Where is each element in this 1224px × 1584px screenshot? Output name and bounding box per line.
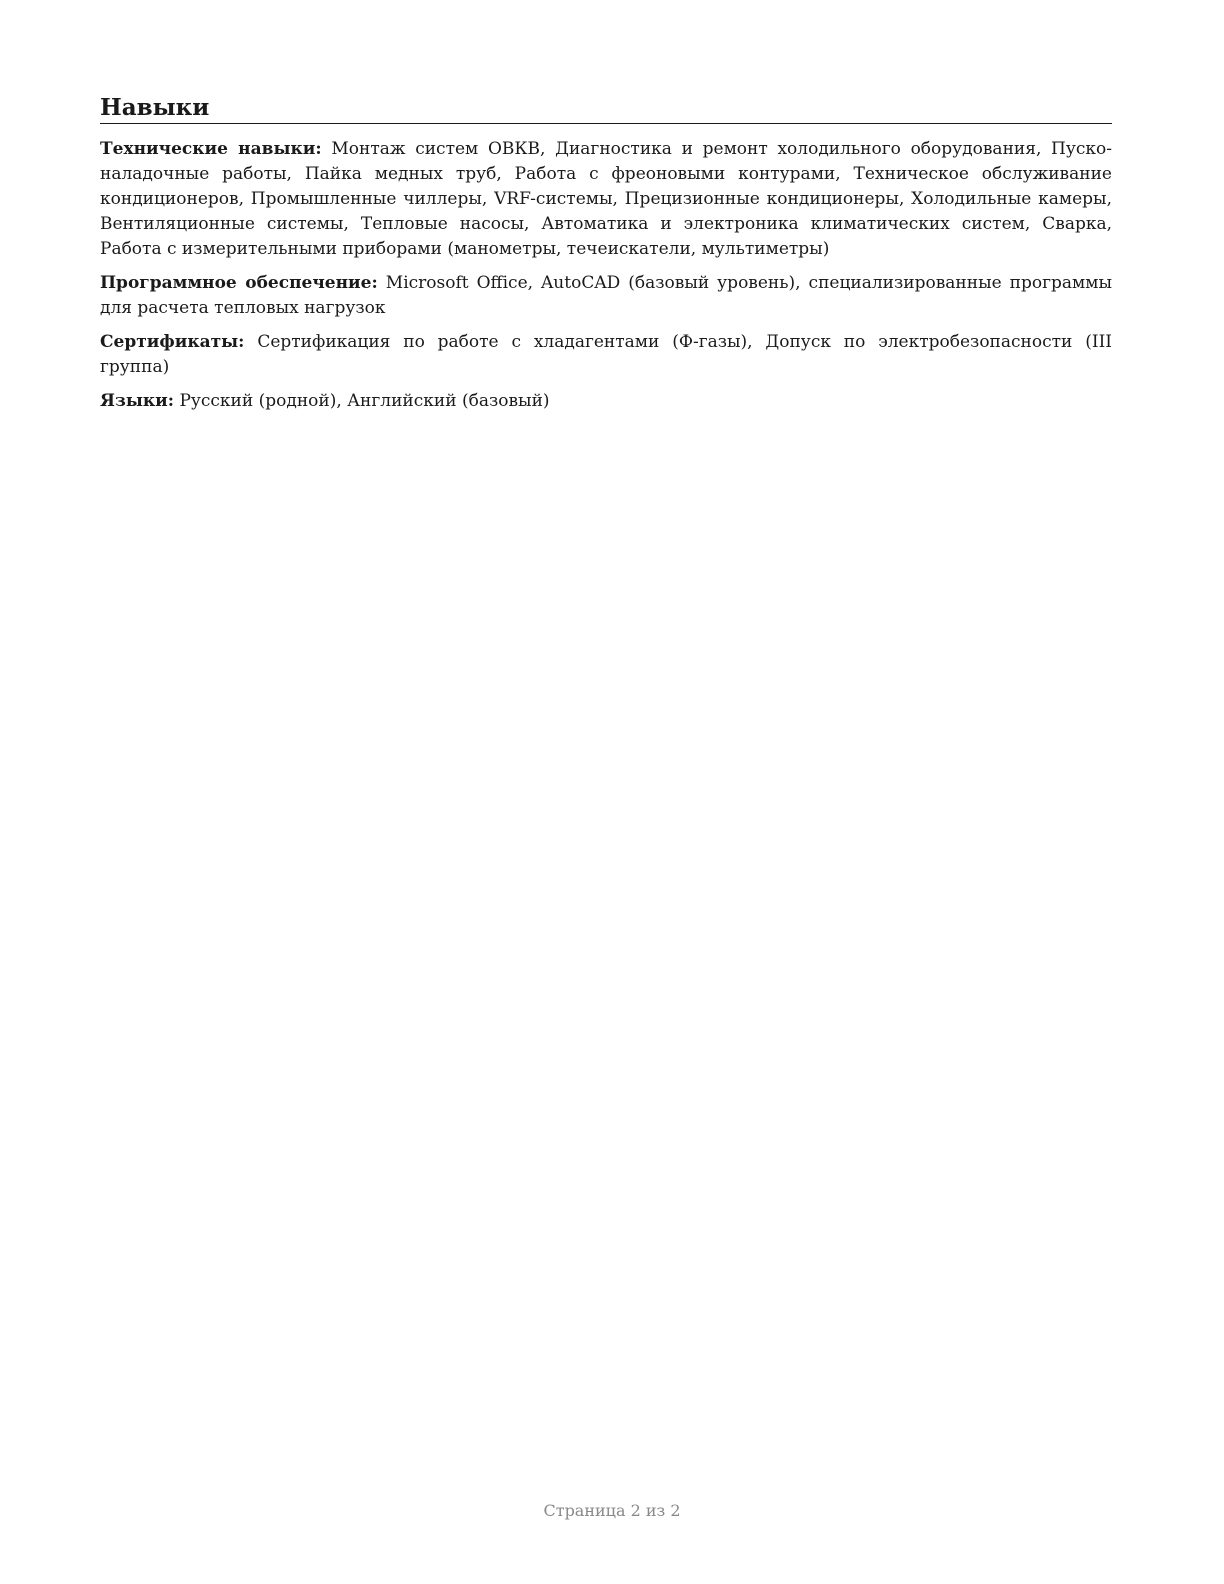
skill-text: Microsoft Office, AutoCAD (базовый уровень), специализированные программы для расчета тепловых нагрузок [100,273,1113,318]
page-number-footer: Страница 2 из 2 [543,1501,681,1520]
skill-label: Сертификаты: [100,332,245,352]
skill-label: Технические навыки: [100,139,322,159]
section-title-skills: Навыки [100,94,1112,124]
skill-technical [100,137,1112,262]
skill-languages [100,389,1112,414]
skill-certificates [100,330,1112,380]
skill-label: Программное обеспечение: [100,273,378,293]
skill-text: Монтаж систем ОВКВ, Диагностика и ремонт холодильного оборудования, Пуско-наладочные работы, Пайка медных труб, Работа с фреоновыми контурами, Техническое обслуживание кондиционеров, Промышленные чиллеры, VRF-системы, Прецизионные кондиционеры, Холодильные камеры, Вентиляционные системы, Тепловые насосы, Автоматика и электроника климатических систем, Сварка, Работа с измерительными приборами (манометры, течеискатели, мультиметры) [100,139,1113,259]
skill-text: Русский (родной), Английский (базовый) [179,391,550,411]
document-page [100,94,1112,414]
skill-software [100,271,1112,321]
skill-text: Сертификация по работе с хладагентами (Ф-газы), Допуск по электробезопасности (III группа) [100,332,1112,377]
skill-label: Языки: [100,391,175,411]
